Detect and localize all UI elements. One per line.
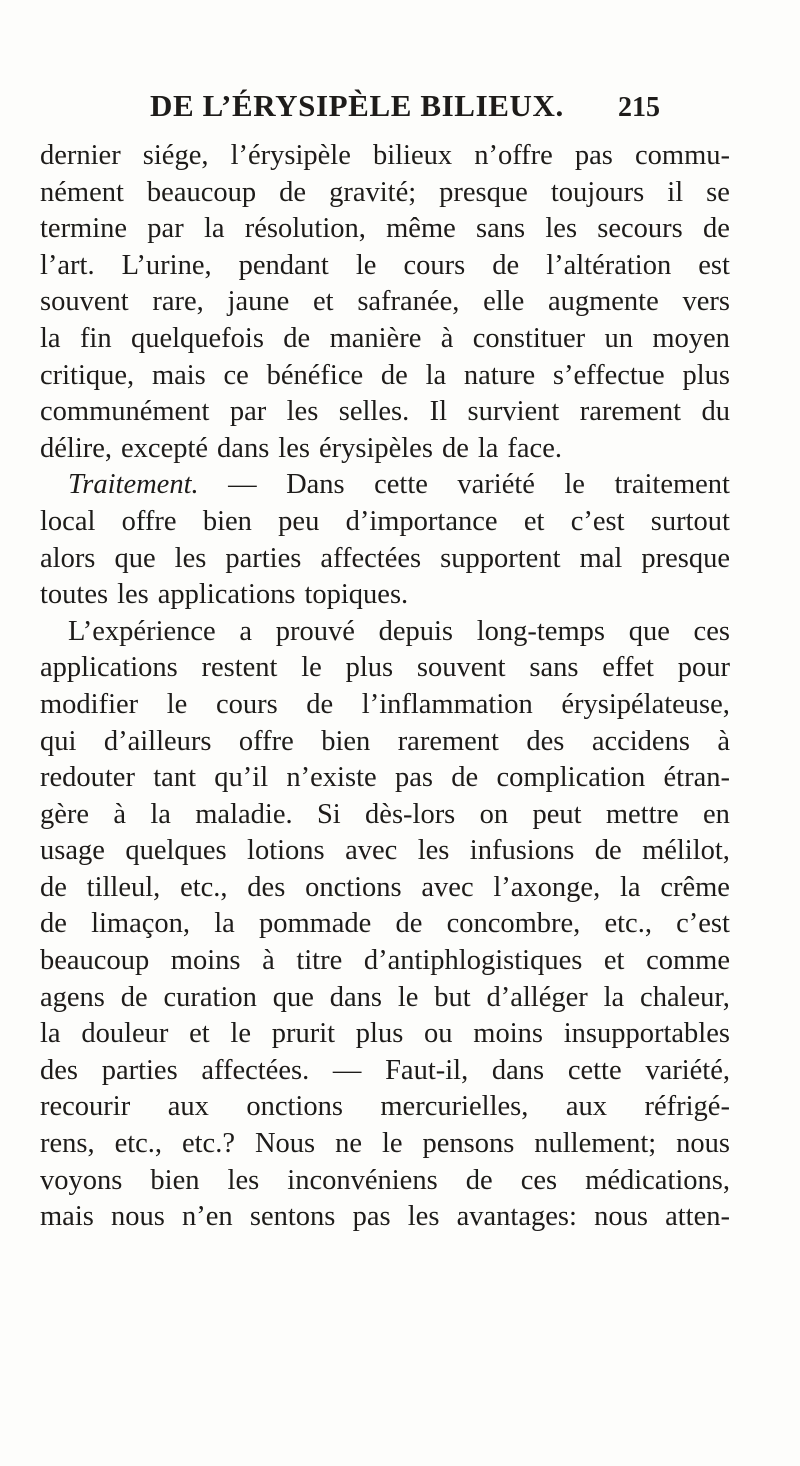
word: a (239, 615, 253, 647)
word: érysipélateuse, (561, 688, 730, 720)
word: effet (602, 652, 654, 684)
text-line (40, 724, 730, 761)
word: curation (163, 981, 257, 1013)
word: à (262, 945, 275, 977)
word: n’existe (286, 762, 377, 794)
word: et (313, 286, 334, 318)
word: etc., (114, 1128, 163, 1160)
word: nément (40, 176, 124, 208)
word: c’est (676, 908, 730, 940)
word: survient (467, 396, 560, 428)
word: de (40, 908, 67, 940)
word: douleur (81, 1018, 169, 1050)
word: ce (223, 359, 249, 391)
word: titre (296, 945, 343, 977)
text-line (40, 541, 730, 578)
word: avec (345, 835, 398, 867)
text-line (40, 467, 730, 504)
text-line (40, 1089, 730, 1126)
word: de (441, 432, 469, 464)
word: peu (278, 505, 320, 537)
word: agens (40, 981, 105, 1013)
word: depuis (378, 615, 454, 647)
word: excepté (121, 432, 209, 464)
word: voyons (40, 1164, 123, 1196)
word: le (397, 981, 419, 1013)
word: usage (40, 835, 105, 867)
word: souvent (40, 286, 129, 318)
word: ces (693, 615, 730, 647)
word: applications (40, 652, 178, 684)
word: infusions (469, 835, 575, 867)
word: inconvéniens (287, 1164, 438, 1196)
word: elle (483, 286, 525, 318)
word: de (492, 249, 520, 281)
word: pas (352, 1201, 391, 1233)
word: que (272, 981, 314, 1013)
word: à (440, 322, 454, 354)
word: pas (394, 762, 433, 794)
word: maladie. (195, 798, 293, 830)
text-line (40, 504, 730, 541)
word: supportent (440, 542, 561, 574)
word: accidens (591, 725, 690, 757)
word: en (702, 798, 730, 830)
page-number: 215 (618, 92, 660, 123)
word: chaleur, (640, 981, 730, 1013)
word: ces (520, 1164, 558, 1196)
word: termine (40, 213, 128, 245)
word: pas (574, 140, 613, 171)
word: variété (457, 469, 535, 501)
word: est (698, 249, 730, 281)
word: de (380, 359, 408, 391)
word: affectées (320, 542, 422, 574)
word: etc., (180, 871, 228, 903)
word: que (628, 615, 670, 647)
word: mélilot, (642, 835, 730, 867)
word: cette (567, 1054, 622, 1086)
word: la (40, 1018, 61, 1050)
word: but (434, 981, 471, 1013)
word: Faut-il, (385, 1054, 469, 1086)
text-line (40, 650, 730, 687)
text-line (40, 870, 730, 907)
word: du (701, 396, 730, 428)
word: qu’il (214, 762, 269, 794)
word: rarement (397, 725, 499, 757)
word: n’en (182, 1201, 233, 1233)
word: la (619, 871, 641, 903)
word: la (150, 798, 171, 830)
word: même (386, 213, 456, 245)
word: nullement; (534, 1128, 657, 1160)
word: traitement (614, 469, 730, 501)
word: sentons (249, 1201, 336, 1233)
word: réfrigé- (644, 1091, 730, 1123)
text-line (40, 1163, 730, 1200)
word: d’alléger (486, 981, 588, 1013)
text-line (40, 906, 730, 943)
word: safranée, (357, 286, 460, 318)
word: les (407, 1201, 440, 1233)
word: pendant (238, 249, 329, 281)
word: constituer (472, 322, 586, 354)
word: quelques (125, 835, 227, 867)
word: tilleul, (86, 871, 161, 903)
word: moins (170, 945, 241, 977)
text-line (40, 1016, 730, 1053)
word: il (667, 176, 684, 208)
word: Si (316, 798, 341, 830)
word: l’érysipèle (230, 140, 351, 171)
word: peut (532, 798, 582, 830)
word: moyen (652, 322, 730, 354)
word: complication (496, 762, 646, 794)
text-line (40, 760, 730, 797)
word: secours (597, 213, 683, 245)
word: selles. (338, 396, 410, 428)
word: le (166, 688, 188, 720)
word: atten- (665, 1201, 730, 1233)
text-line (40, 687, 730, 724)
word: les (174, 542, 207, 574)
word: l’altération (546, 249, 672, 281)
word: prurit (271, 1018, 336, 1050)
word: commu- (635, 140, 730, 171)
word: les (117, 579, 149, 611)
word: n’offre (474, 140, 553, 171)
word: les (278, 432, 310, 464)
word: de (395, 908, 423, 940)
word: local (40, 505, 96, 537)
word: manière (329, 322, 422, 354)
word: l’axonge, (493, 871, 601, 903)
word: bénéfice (266, 359, 364, 391)
word: critique, (40, 359, 135, 391)
word: les (417, 835, 450, 867)
word: plus (682, 359, 730, 391)
word: comme (646, 945, 730, 977)
word: cours (403, 249, 466, 281)
word: la (40, 322, 61, 354)
text-line (40, 284, 730, 321)
word: de (279, 176, 307, 208)
word: plus (355, 1018, 404, 1050)
word: pour (677, 652, 730, 684)
word: sans (476, 213, 526, 245)
word: résolution, (244, 213, 366, 245)
word: nature (463, 359, 536, 391)
word: nous (676, 1128, 730, 1160)
word: dans (217, 432, 270, 464)
word: etc.? (181, 1128, 235, 1160)
word: souvent (416, 652, 506, 684)
text-line (40, 980, 730, 1017)
word: et (523, 505, 545, 537)
word: le (301, 652, 322, 684)
text-line (40, 175, 730, 212)
text-line (40, 943, 730, 980)
word: — (332, 1054, 362, 1086)
word: étran- (663, 762, 730, 794)
word: le (564, 469, 585, 501)
word: d’importance (345, 505, 498, 537)
word: toutes (40, 579, 109, 611)
word: et (189, 1018, 210, 1050)
running-title: DE L’ÉRYSIPÈLE BILIEUX. (150, 88, 564, 123)
word: offre (238, 725, 294, 757)
text-line (40, 1126, 730, 1163)
word: mais (40, 1201, 94, 1233)
word: la (425, 359, 447, 391)
word: rarement (579, 396, 682, 428)
text-line (40, 431, 730, 468)
word: lotions (247, 835, 325, 867)
word: des (247, 871, 286, 903)
word: variété, (645, 1054, 730, 1086)
word: long-temps (476, 615, 605, 647)
word: Il (429, 396, 448, 428)
word: d’ailleurs (103, 725, 212, 757)
word: mettre (605, 798, 679, 830)
word: par (147, 213, 184, 245)
word: le (355, 249, 377, 281)
word: presque (439, 176, 528, 208)
word: Nous (254, 1128, 316, 1160)
word: des (40, 1054, 78, 1086)
word: qui (40, 725, 77, 757)
word: médications, (585, 1164, 730, 1196)
word: beaucoup (146, 176, 257, 208)
text-line (40, 1199, 730, 1236)
word: augmente (547, 286, 659, 318)
word: ne (335, 1128, 362, 1160)
word: s’effectue (552, 359, 665, 391)
word: parties (225, 542, 302, 574)
word: toujours (550, 176, 645, 208)
word: de (306, 688, 334, 720)
word: à (717, 725, 730, 757)
running-head (150, 88, 660, 124)
text-line (40, 833, 730, 870)
word: rare, (152, 286, 204, 318)
word: aux (565, 1091, 608, 1123)
word: alors (40, 542, 96, 574)
word: le (230, 1018, 251, 1050)
word: cours (215, 688, 278, 720)
word: face. (507, 432, 562, 464)
word: surtout (650, 505, 730, 537)
word: siége, (142, 140, 209, 171)
word: de (594, 835, 622, 867)
word: délire, (40, 432, 113, 464)
word: restent (201, 652, 278, 684)
word: onctions (246, 1091, 343, 1123)
word: bien (321, 725, 371, 757)
word: cette (374, 469, 428, 501)
word: communément (40, 396, 210, 428)
word: bilieux (372, 140, 453, 171)
word: les (545, 213, 578, 245)
word: avantages: (456, 1201, 577, 1233)
word: jaune (227, 286, 290, 318)
word: les (286, 396, 319, 428)
text-line (40, 358, 730, 395)
word: la (214, 908, 235, 940)
word: de (120, 981, 148, 1013)
text-line (40, 1053, 730, 1090)
word: rens, (40, 1128, 95, 1160)
word: de (465, 1164, 493, 1196)
word: le (381, 1128, 403, 1160)
word: de (451, 762, 479, 794)
word: parties (101, 1054, 178, 1086)
word: affectées. (201, 1054, 310, 1086)
word: vers (682, 286, 730, 318)
word: onctions (305, 871, 402, 903)
text-line (40, 321, 730, 358)
word: la (203, 213, 225, 245)
text-line (40, 138, 730, 175)
word: topiques. (304, 579, 409, 611)
word: ou (424, 1018, 453, 1050)
word: de (40, 871, 67, 903)
body-text (40, 138, 730, 1236)
word: avec (421, 871, 474, 903)
word: fin (79, 322, 112, 354)
word: — (228, 469, 257, 501)
word: limaçon, (91, 908, 191, 940)
word: offre (121, 505, 177, 537)
word: gravité; (329, 176, 417, 208)
word: presque (641, 542, 730, 574)
word: quelquefois (130, 322, 264, 354)
word: des (526, 725, 565, 757)
word: bien (150, 1164, 200, 1196)
word: à (113, 798, 127, 830)
word: l’art. (40, 249, 95, 281)
word: modifier (40, 688, 139, 720)
word: nous (111, 1201, 165, 1233)
word: dans (491, 1054, 545, 1086)
word: Dans (286, 469, 345, 501)
word: moins (473, 1018, 543, 1050)
word: concombre, (446, 908, 581, 940)
word: sans (529, 652, 579, 684)
word: tant (153, 762, 196, 794)
word: etc., (604, 908, 652, 940)
word: la (477, 432, 499, 464)
word: de (283, 322, 311, 354)
word: beaucoup (40, 945, 150, 977)
section-label: Traitement. (68, 469, 199, 501)
word: de (703, 213, 730, 245)
word: dès-lors (365, 798, 456, 830)
word: érysipèles (318, 432, 433, 464)
word: dans (329, 981, 382, 1013)
text-line (40, 614, 730, 651)
word: aux (167, 1091, 209, 1123)
word: mal (579, 542, 623, 574)
word: c’est (570, 505, 625, 537)
word: bien (202, 505, 252, 537)
word: se (706, 176, 730, 208)
word: par (229, 396, 267, 428)
word: L’expérience (68, 615, 216, 647)
word: prouvé (275, 615, 355, 647)
word: que (114, 542, 156, 574)
word: l’inflammation (361, 688, 533, 720)
word: pensons (422, 1128, 515, 1160)
word: applications (157, 579, 296, 611)
word: et (603, 945, 625, 977)
word: recourir (40, 1091, 131, 1123)
word: dernier (40, 140, 121, 171)
word: redouter (40, 762, 135, 794)
text-line (40, 577, 730, 614)
text-line (40, 248, 730, 285)
text-line (40, 211, 730, 248)
word: mais (151, 359, 206, 391)
word: mercurielles, (380, 1091, 529, 1123)
word: la (603, 981, 625, 1013)
word: crême (660, 871, 730, 903)
word: nous (594, 1201, 648, 1233)
word: un (604, 322, 633, 354)
word: L’urine, (121, 249, 212, 281)
text-line (40, 797, 730, 834)
text-line (40, 394, 730, 431)
word: insupportables (563, 1018, 730, 1050)
word: plus (345, 652, 394, 684)
word: on (479, 798, 509, 830)
word: les (227, 1164, 260, 1196)
word: pommade (258, 908, 372, 940)
word: gère (40, 798, 90, 830)
word: d’antiphlogistiques (363, 945, 583, 977)
